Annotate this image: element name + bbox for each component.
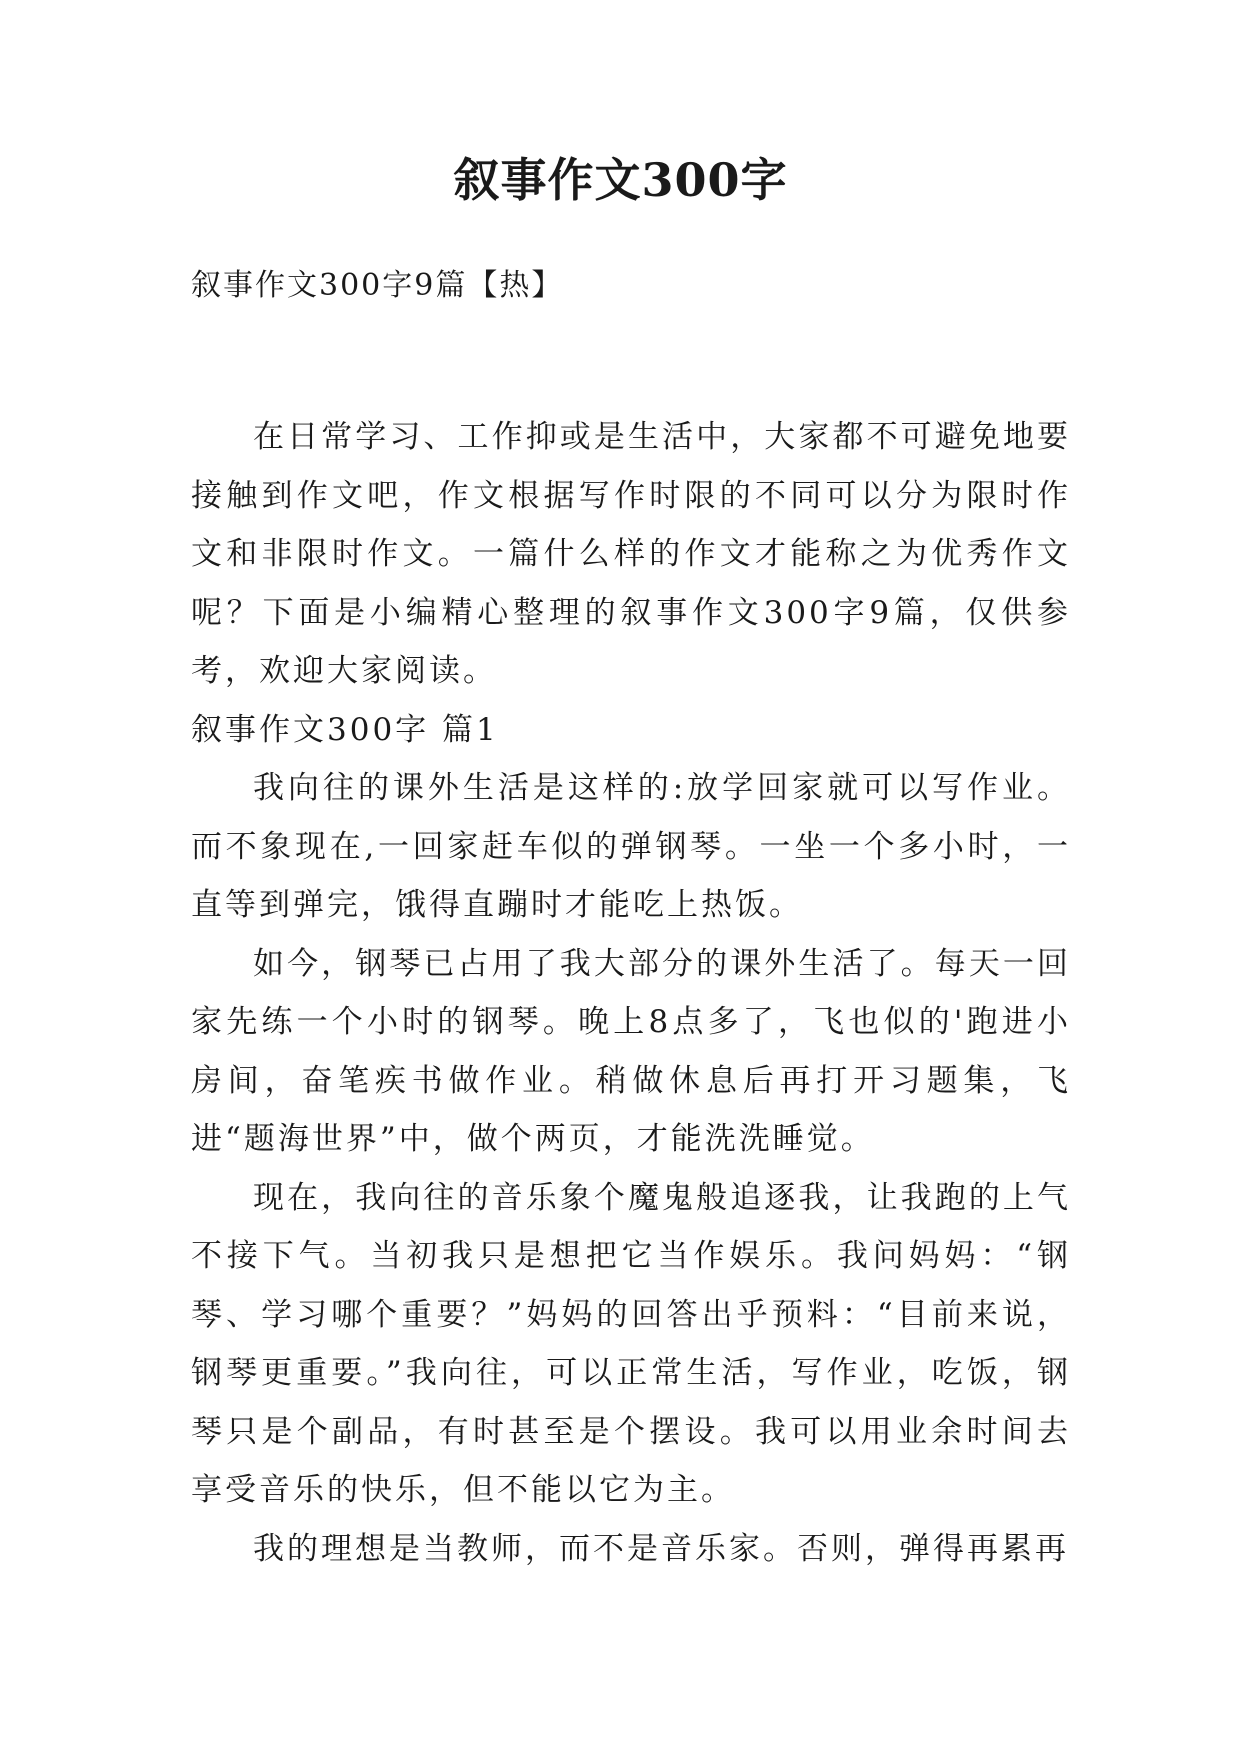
body-paragraph-2: 如今，钢琴已占用了我大部分的课外生活了。每天一回家先练一个小时的钢琴。晚上8点多了，飞也似的'跑进小房间，奋笔疾书做作业。稍做休息后再打开习题集，飞进“题海世界”中，做个两页，才能洗洗睡觉。 [191,945,1071,1157]
intro-paragraph: 在日常学习、工作抑或是生活中，大家都不可避免地要接触到作文吧，作文根据写作时限的不同可以分为限时作文和非限时作文。一篇什么样的作文才能称之为优秀作文呢？下面是小编精心整理的叙事作文300字9篇，仅供参考，欢迎大家阅读。 [191,419,1071,689]
document-subtitle: 叙事作文300字9篇【热】 [191,268,564,303]
body-paragraph-1: 我向往的课外生活是这样的:放学回家就可以写作业。而不象现在,一回家赶车似的弹钢琴。一坐一个多小时，一直等到弹完，饿得直蹦时才能吃上热饭。 [191,770,1071,923]
document-title: 叙事作文300字 [453,153,788,207]
body-paragraph-4: 我的理想是当教师，而不是音乐家。否则，弹得再累再 [253,1530,1069,1567]
section-heading: 叙事作文300字 篇1 [191,711,499,748]
body-paragraph-3: 现在，我向往的音乐象个魔鬼般追逐我，让我跑的上气不接下气。当初我只是想把它当作娱乐。我问妈妈：“钢琴、学习哪个重要？”妈妈的回答出乎预料：“目前来说，钢琴更重要。”我向往，可以正常生活，写作业，吃饭，钢琴只是个副品，有时甚至是个摆设。我可以用业余时间去享受音乐的快乐，但不能以它为主。 [191,1179,1071,1508]
document-body [191,408,1071,1578]
